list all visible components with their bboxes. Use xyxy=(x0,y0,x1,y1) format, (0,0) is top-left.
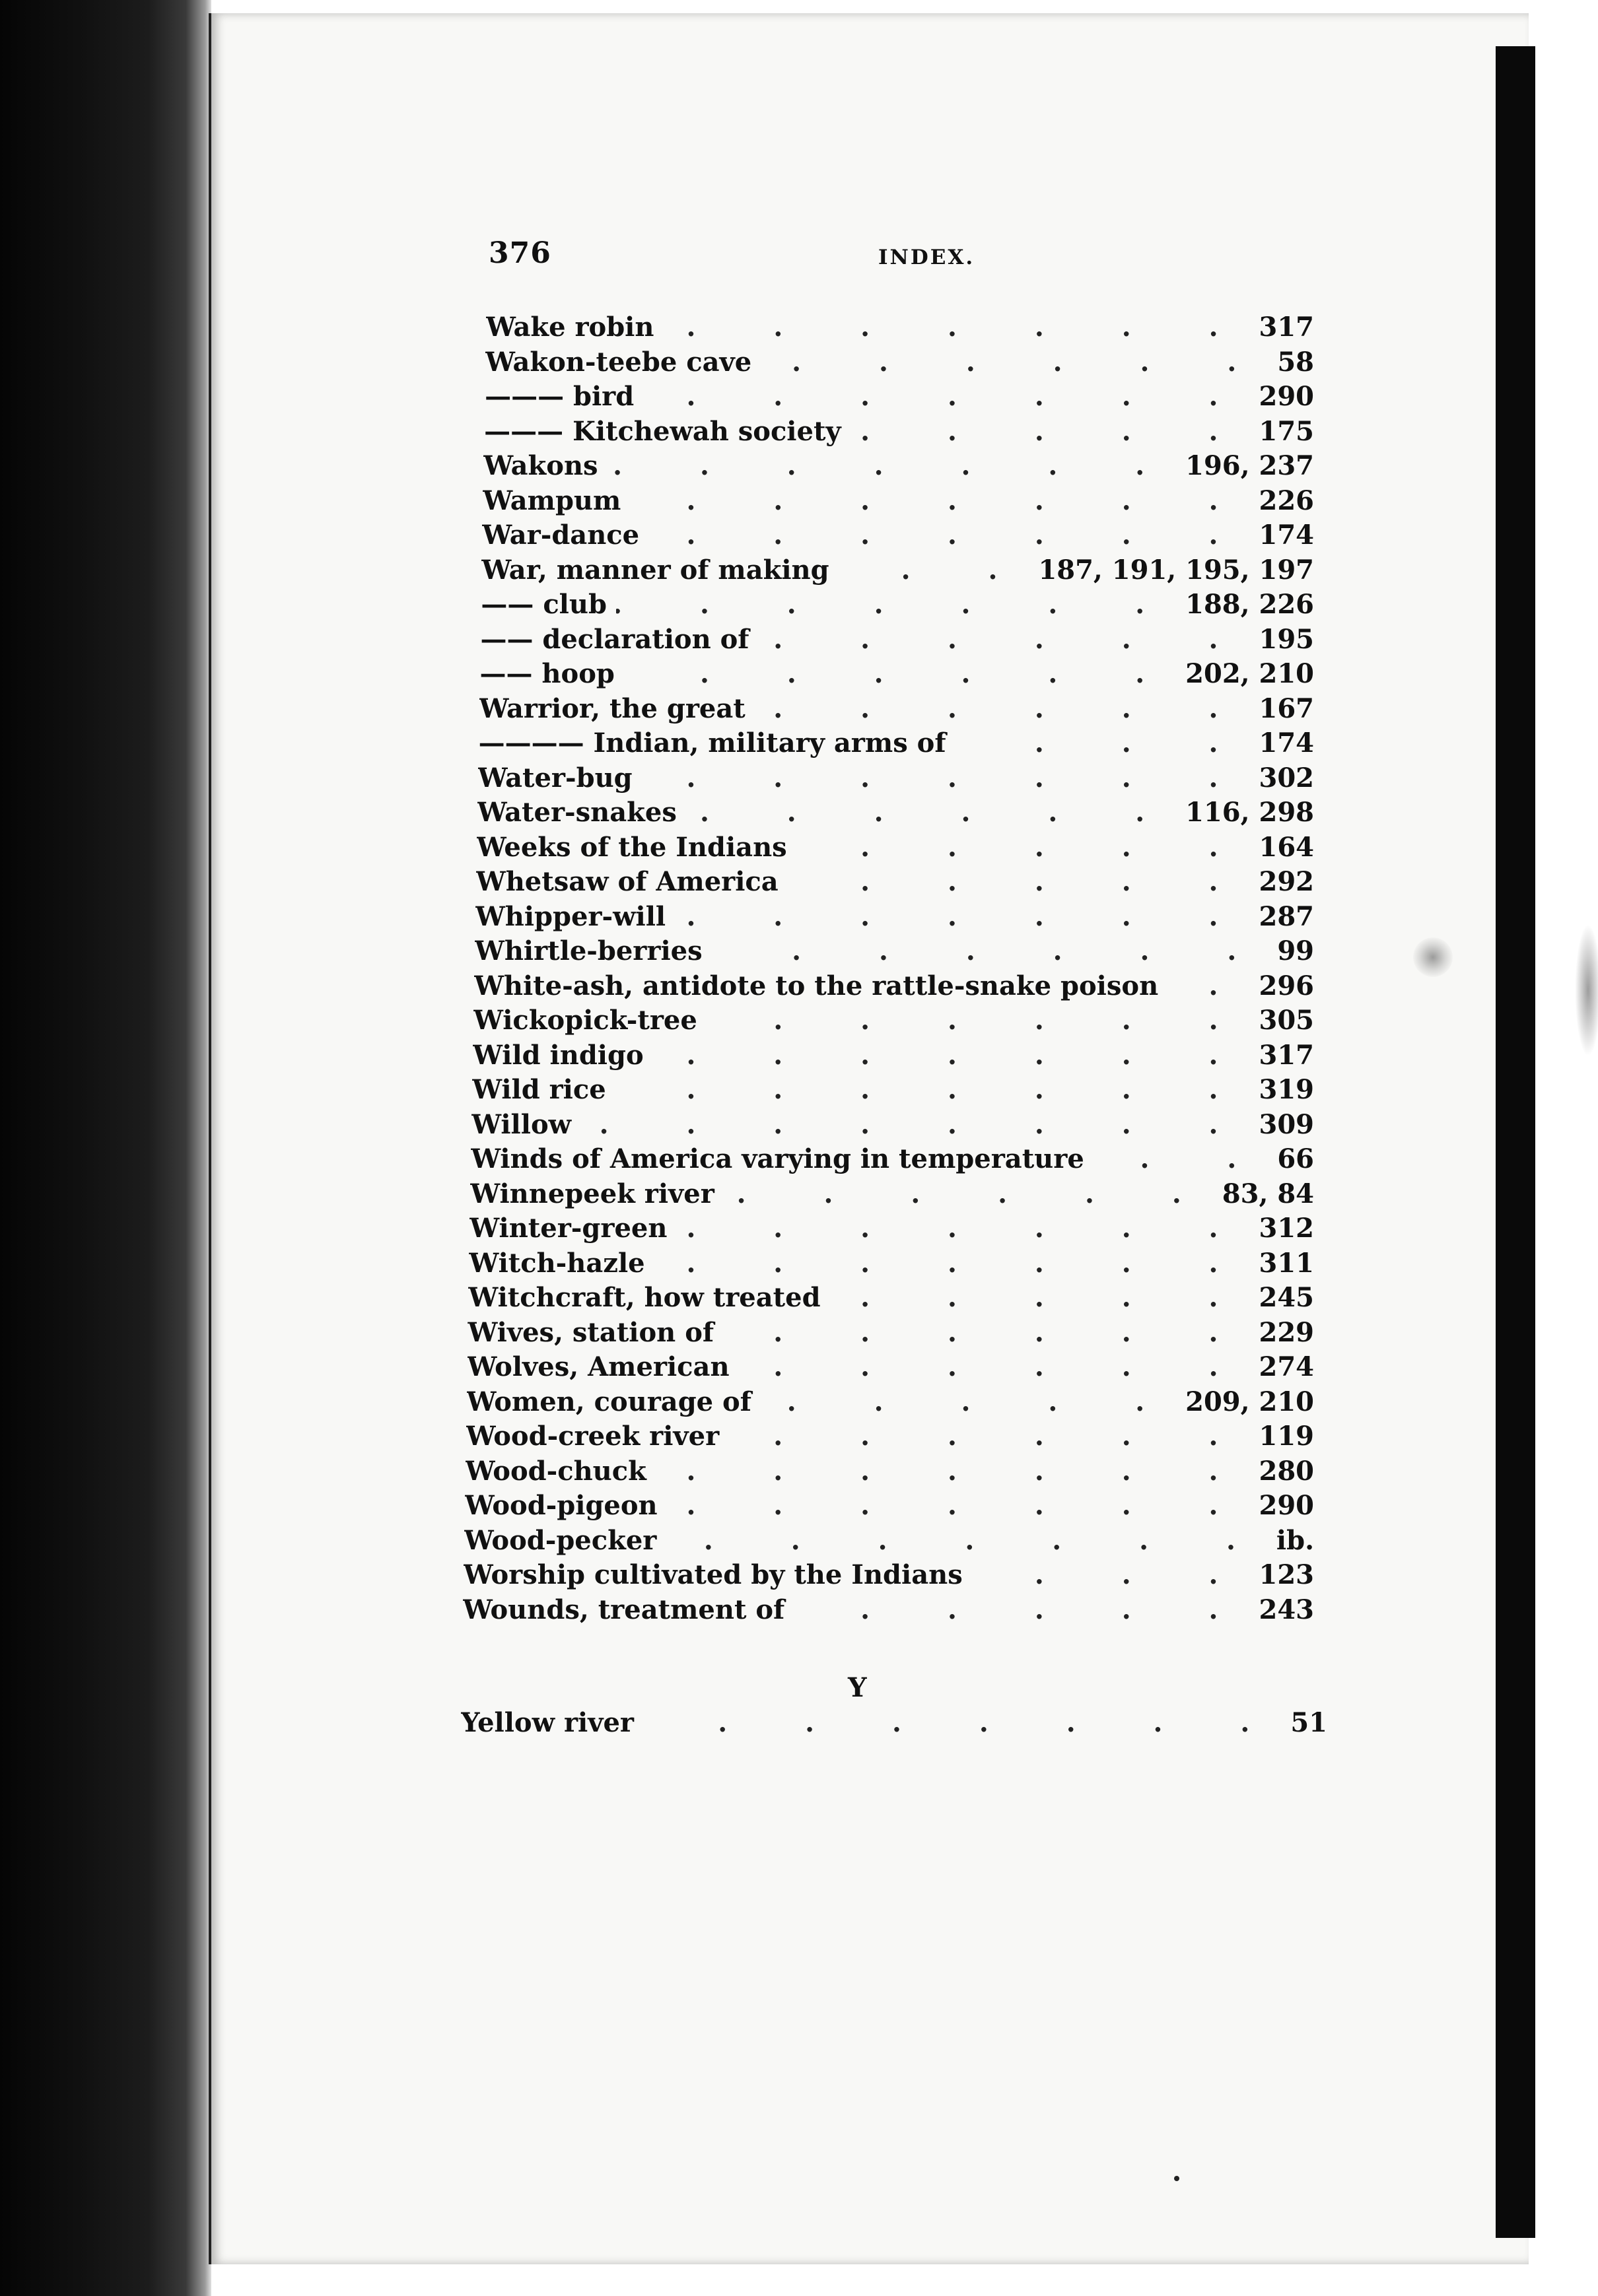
dot-leader xyxy=(723,1316,1252,1350)
book-binding-shadow xyxy=(0,0,211,2296)
entry-pages: 229 xyxy=(1252,1316,1314,1350)
entry-term: Warrior, the great xyxy=(479,692,746,724)
entry-term: Water-snakes xyxy=(477,797,677,828)
dot-leader xyxy=(796,830,1253,865)
entry-pages: 83, 84 xyxy=(1216,1177,1314,1211)
section-letter-y: Y xyxy=(848,1672,867,1703)
entry-pages: ib. xyxy=(1270,1524,1314,1558)
index-entry xyxy=(486,310,1314,345)
running-head: INDEX. xyxy=(878,246,975,269)
index-entry xyxy=(471,1142,1314,1177)
entry-term: Wood-creek river xyxy=(466,1421,720,1452)
entry-term: Winnepeek river xyxy=(470,1178,714,1209)
index-entry xyxy=(480,657,1315,692)
show-through-blot xyxy=(1575,924,1598,1056)
dot-leader xyxy=(830,1281,1253,1315)
entry-pages: 164 xyxy=(1253,830,1315,865)
entry-term: Wakons xyxy=(483,450,598,482)
dot-leader xyxy=(755,692,1253,726)
entry-term: War, manner of making xyxy=(481,554,829,586)
index-entry-list xyxy=(462,310,1360,1627)
index-entry xyxy=(461,1706,1327,1741)
entry-pages: 58 xyxy=(1270,345,1314,380)
dot-leader xyxy=(955,726,1253,760)
entry-pages: 302 xyxy=(1252,761,1314,795)
dot-leader xyxy=(761,345,1270,380)
entry-pages: 287 xyxy=(1252,900,1314,934)
index-entry xyxy=(478,761,1314,796)
index-entry xyxy=(468,1281,1314,1316)
entry-pages: 187, 191, 195, 197 xyxy=(1031,553,1314,588)
entry-pages: 312 xyxy=(1252,1211,1314,1246)
dot-leader xyxy=(739,1350,1253,1384)
entry-pages: 290 xyxy=(1252,1489,1314,1523)
entry-pages: 319 xyxy=(1252,1073,1314,1107)
dot-leader xyxy=(759,623,1253,657)
page-header xyxy=(489,236,1360,276)
entry-term: —— hoop xyxy=(479,658,615,690)
entry-term: —— club xyxy=(481,589,607,621)
dot-leader xyxy=(761,1385,1179,1419)
dot-leader xyxy=(839,553,1032,588)
entry-term: White-ash, antidote to the rattle-snake poison xyxy=(473,970,1159,1001)
index-entry xyxy=(479,726,1314,761)
index-entry xyxy=(463,1593,1314,1628)
dot-leader xyxy=(686,795,1179,830)
index-entry xyxy=(473,1003,1314,1038)
dot-leader xyxy=(851,415,1253,449)
dot-leader xyxy=(653,1038,1253,1073)
entry-pages: 51 xyxy=(1284,1706,1327,1740)
entry-term: Witchcraft, how treated xyxy=(468,1282,821,1314)
dot-leader xyxy=(643,1706,1284,1740)
index-entry xyxy=(475,934,1314,969)
index-entry xyxy=(471,1108,1314,1143)
index-entry-list-y xyxy=(461,1706,1327,1741)
entry-pages: 188, 226 xyxy=(1179,588,1314,622)
index-entry xyxy=(469,1246,1314,1281)
dot-leader xyxy=(666,1524,1270,1558)
entry-pages: 174 xyxy=(1252,726,1314,760)
entry-term: Wampum xyxy=(483,485,621,516)
entry-term: Winter-green xyxy=(469,1213,668,1244)
ink-speck xyxy=(1174,2176,1179,2181)
entry-pages: 119 xyxy=(1252,1419,1314,1454)
entry-term: —— declaration of xyxy=(480,623,749,655)
dot-leader xyxy=(615,1073,1253,1107)
dot-leader xyxy=(643,380,1252,414)
dot-leader xyxy=(580,1108,1252,1142)
dot-leader xyxy=(972,1558,1253,1592)
dot-leader xyxy=(648,518,1252,553)
dot-leader xyxy=(788,865,1253,899)
entry-pages: 309 xyxy=(1252,1108,1314,1142)
entry-term: Wolves, American xyxy=(467,1351,730,1383)
index-entry xyxy=(472,1073,1314,1108)
entry-pages: 174 xyxy=(1252,518,1314,553)
dot-leader xyxy=(663,310,1252,345)
entry-term: Whirtle-berries xyxy=(474,935,703,967)
entry-pages: 280 xyxy=(1252,1454,1314,1489)
entry-pages: 290 xyxy=(1252,380,1314,414)
entry-term: Weeks of the Indians xyxy=(476,831,787,863)
dot-leader xyxy=(676,1211,1252,1246)
entry-term: Worship cultivated by the Indians xyxy=(463,1559,963,1591)
dot-leader xyxy=(712,934,1271,968)
entry-term: Winds of America varying in temperature xyxy=(471,1143,1084,1175)
entry-term: ———— Indian, military arms of xyxy=(478,727,946,759)
entry-term: Wickopick-tree xyxy=(473,1005,697,1036)
entry-term: Wake robin xyxy=(486,312,654,343)
entry-pages: 311 xyxy=(1252,1246,1314,1281)
entry-term: Whipper-will xyxy=(475,900,666,932)
index-entry xyxy=(464,1558,1314,1593)
entry-pages: 292 xyxy=(1252,865,1314,899)
dot-leader xyxy=(724,1177,1216,1211)
scan-margin xyxy=(1535,0,1598,2296)
show-through-blot xyxy=(1413,937,1453,977)
entry-term: Witch-hazle xyxy=(469,1247,645,1279)
dot-leader xyxy=(728,1419,1252,1454)
dot-leader xyxy=(630,484,1252,518)
entry-term: War-dance xyxy=(482,520,640,551)
index-entry xyxy=(467,1385,1314,1420)
index-entry xyxy=(475,900,1314,935)
entry-pages: 175 xyxy=(1252,415,1314,449)
dot-leader xyxy=(608,449,1179,483)
entry-pages: 305 xyxy=(1253,1003,1315,1038)
entry-pages: 296 xyxy=(1252,969,1314,1003)
entry-term: Wakon-teebe cave xyxy=(485,346,752,378)
dot-leader xyxy=(656,1454,1253,1489)
index-entry xyxy=(477,830,1314,865)
entry-term: Willow xyxy=(471,1108,572,1140)
dot-leader xyxy=(707,1003,1253,1038)
entry-pages: 317 xyxy=(1253,310,1315,345)
index-entry xyxy=(484,415,1314,450)
entry-pages: 167 xyxy=(1252,692,1314,726)
index-entry xyxy=(465,1489,1314,1524)
entry-pages: 245 xyxy=(1252,1281,1314,1315)
dot-leader xyxy=(616,588,1179,622)
index-entry xyxy=(476,865,1314,900)
entry-pages: 274 xyxy=(1253,1350,1315,1384)
index-entry xyxy=(477,795,1314,830)
index-entry xyxy=(482,518,1314,553)
index-entry xyxy=(466,1454,1314,1489)
index-entry xyxy=(479,692,1314,727)
index-entry xyxy=(480,623,1314,658)
entry-pages: 243 xyxy=(1252,1593,1314,1627)
page-number: 376 xyxy=(489,236,551,270)
index-entry xyxy=(466,1419,1314,1454)
entry-pages: 116, 298 xyxy=(1179,795,1314,830)
entry-term: Water-bug xyxy=(477,762,633,793)
index-entry xyxy=(481,553,1314,588)
entry-term: Wood-pecker xyxy=(464,1524,657,1556)
dot-leader xyxy=(675,900,1252,934)
index-entry xyxy=(473,1038,1314,1073)
index-entry xyxy=(483,449,1314,484)
entry-pages: 195 xyxy=(1252,623,1314,657)
entry-pages: 209, 210 xyxy=(1179,1385,1314,1419)
entry-pages: 123 xyxy=(1252,1558,1314,1592)
index-entry xyxy=(469,1211,1314,1246)
dot-leader xyxy=(1094,1142,1271,1176)
index-entry xyxy=(470,1177,1314,1212)
entry-pages: 66 xyxy=(1270,1142,1314,1176)
entry-term: ——— bird xyxy=(485,381,635,413)
entry-term: Women, courage of xyxy=(466,1386,751,1417)
entry-term: Wild rice xyxy=(472,1074,606,1106)
entry-pages: 226 xyxy=(1253,484,1315,518)
index-entry xyxy=(468,1316,1314,1351)
index-entry xyxy=(485,345,1314,380)
dot-leader xyxy=(642,761,1253,795)
index-entry xyxy=(474,969,1314,1004)
entry-pages: 99 xyxy=(1270,934,1314,968)
dot-leader xyxy=(667,1489,1253,1523)
entry-term: Wild indigo xyxy=(473,1039,644,1071)
entry-term: Yellow river xyxy=(461,1707,634,1739)
entry-term: Wood-chuck xyxy=(465,1455,646,1487)
facing-page-edge xyxy=(1496,46,1535,2238)
index-entry xyxy=(485,380,1314,415)
dot-leader xyxy=(654,1246,1253,1281)
entry-pages: 317 xyxy=(1252,1038,1314,1073)
entry-term: Wounds, treatment of xyxy=(462,1594,785,1625)
entry-term: Whetsaw of America xyxy=(475,866,779,898)
index-entry xyxy=(481,588,1314,623)
entry-pages: 202, 210 xyxy=(1179,657,1314,691)
entry-term: Wives, station of xyxy=(468,1316,714,1348)
entry-pages: 196, 237 xyxy=(1179,449,1314,483)
dot-leader xyxy=(624,657,1179,691)
index-entry xyxy=(464,1524,1314,1559)
dot-leader xyxy=(794,1593,1252,1627)
entry-term: Wood-pigeon xyxy=(464,1490,658,1522)
index-entry xyxy=(468,1350,1315,1385)
dot-leader xyxy=(1167,969,1252,1003)
index-entry xyxy=(483,484,1314,519)
entry-term: ——— Kitchewah society xyxy=(484,415,841,447)
